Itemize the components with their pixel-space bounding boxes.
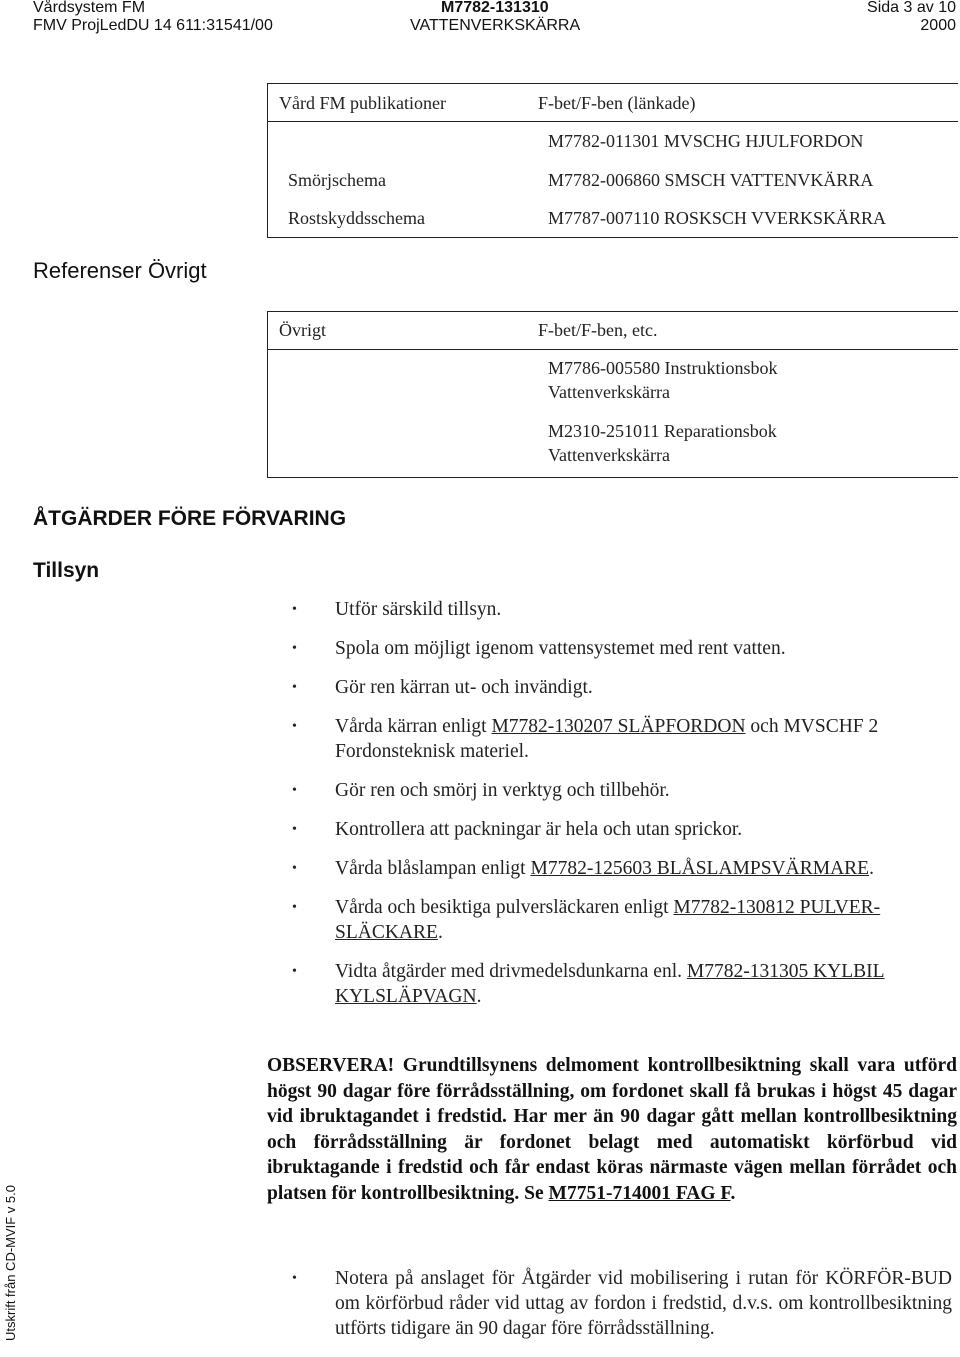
reference-link[interactable]: M7751-714001 FAG F xyxy=(548,1182,731,1204)
table-border-left xyxy=(267,83,268,238)
bullet-icon: • xyxy=(292,602,297,617)
list-item-text: Spola om möjligt igenom vattensystemet med rent vatten. xyxy=(335,638,786,659)
note-list xyxy=(292,1266,952,1355)
supervision-heading: Tillsyn xyxy=(33,559,100,582)
care-table-row-label: Smörjschema xyxy=(288,170,386,190)
care-table-row-value[interactable]: M7782-006860 SMSCH VATTENVKÄRRA xyxy=(548,170,874,190)
header-page: Sida 3 av 10 xyxy=(867,0,956,16)
list-item-text: Utför särskild tillsyn. xyxy=(335,599,502,620)
other-table-col2-header: F-bet/F-ben, etc. xyxy=(538,320,658,340)
list-item-text: och MVSCHF 2 Fordonsteknisk materiel. xyxy=(335,716,879,762)
note-text: Notera på anslaget för Åtgärder vid mobilisering i rutan för KÖRFÖR-BUD om körförbud råder vid uttag av fordon i fredstid, d.v.s. om kontrollbesiktning utförts tidigare än 90 dagar före förrådsställning. xyxy=(335,1268,952,1339)
bullet-icon: • xyxy=(292,900,297,915)
table-border-bottom xyxy=(267,477,958,478)
supervision-list xyxy=(292,597,952,1023)
list-item-text: Gör ren och smörj in verktyg och tillbehör. xyxy=(335,780,670,801)
side-print-note: Utskrift från CD-MVIF v 5.0 xyxy=(3,1184,18,1342)
list-item-text: . xyxy=(476,986,482,1007)
list-item-text: Vårda och besiktiga pulversläckaren enligt xyxy=(335,897,674,918)
bullet-icon: • xyxy=(292,641,297,656)
list-item xyxy=(292,817,952,842)
reference-link[interactable]: M7782-125603 BLÅSLAMPSVÄRMARE xyxy=(530,858,870,879)
reference-link[interactable]: M7782-130207 SLÄPFORDON xyxy=(491,716,746,737)
other-table-col1-header: Övrigt xyxy=(279,320,326,340)
list-item-text: Vårda kärran enligt xyxy=(335,716,492,737)
care-table-row-value[interactable]: M7782-011301 MVSCHG HJULFORDON xyxy=(548,131,864,151)
list-item xyxy=(292,959,925,1009)
bullet-icon: • xyxy=(292,783,297,798)
care-table-col1-header: Vård FM publikationer xyxy=(279,93,446,113)
table-border-bottom xyxy=(267,237,958,238)
list-item xyxy=(292,856,952,881)
list-item xyxy=(292,636,952,661)
bullet-icon: • xyxy=(292,861,297,876)
header-doc-number: M7782-131310 xyxy=(441,0,549,16)
care-table-row-value[interactable]: M7787-007110 ROSKSCH VVERKSKÄRRA xyxy=(548,208,887,228)
care-table-col2-header: F-bet/F-ben (länkade) xyxy=(538,93,696,113)
other-table-row-line2: Vattenverkskärra xyxy=(548,382,670,402)
list-item xyxy=(292,597,952,622)
list-item xyxy=(292,895,945,945)
table-header-divider xyxy=(267,121,958,122)
observe-text: Grundtillsynens delmoment kontrollbesiktning skall vara utförd högst 90 dagar före förrådsställning, om fordonet skall få brukas i högst 45 dagar vid ibruktagandet i fredstid. Har mer än 90 dagar gått mellan kontrollbesiktning och förrådsställning är fordonet belagt med automatiskt körförbud vid ibruktagande i fredstid och får endast köras närmaste vägen mellan förrådet och platsen för kontrollbesiktning. Se xyxy=(267,1055,957,1204)
bullet-icon: • xyxy=(292,822,297,837)
observe-notice xyxy=(267,1053,957,1206)
bullet-icon: • xyxy=(292,964,297,979)
reference-link[interactable]: M7782-131305 KYLBIL KYLSLÄPVAGN xyxy=(335,961,885,1007)
list-item-text: Gör ren kärran ut- och invändigt. xyxy=(335,677,593,698)
bullet-icon: • xyxy=(292,1271,297,1286)
care-table-row-label: Rostskyddsschema xyxy=(288,208,425,228)
header-project: FMV ProjLedDU 14 611:31541/00 xyxy=(33,17,273,34)
other-table-row-line1: M7786-005580 Instruktionsbok xyxy=(548,358,778,378)
list-item-text: . xyxy=(437,922,443,943)
list-item-text: . xyxy=(869,858,874,879)
header-year: 2000 xyxy=(920,17,956,34)
measures-heading: ÅTGÄRDER FÖRE FÖRVARING xyxy=(33,507,347,530)
other-table-row-line2: Vattenverkskärra xyxy=(548,445,670,465)
table-border-left xyxy=(267,311,268,478)
header-subject: VATTENVERKSKÄRRA xyxy=(410,17,581,34)
list-item-text: Vårda blåslampan enligt xyxy=(335,858,531,879)
list-item xyxy=(292,714,955,764)
list-item xyxy=(292,778,952,803)
table-header-divider xyxy=(267,349,958,350)
references-heading: Referenser Övrigt xyxy=(33,258,207,283)
list-item xyxy=(292,675,952,700)
observe-end: . xyxy=(730,1182,736,1204)
observe-label: OBSERVERA! xyxy=(267,1055,395,1076)
header-system: Vårdsystem FM xyxy=(33,0,146,16)
list-item-text: Vidta åtgärder med drivmedelsdunkarna enl. xyxy=(335,961,687,982)
table-border-top xyxy=(267,311,958,312)
table-border-top xyxy=(267,83,958,84)
other-table-row-line1: M2310-251011 Reparationsbok xyxy=(548,421,777,441)
list-item-text: Kontrollera att packningar är hela och utan sprickor. xyxy=(335,819,743,840)
reference-link[interactable]: M7782-130812 PULVER-SLÄCKARE xyxy=(335,897,881,943)
bullet-icon: • xyxy=(292,719,297,734)
list-item xyxy=(292,1266,952,1341)
bullet-icon: • xyxy=(292,680,297,695)
